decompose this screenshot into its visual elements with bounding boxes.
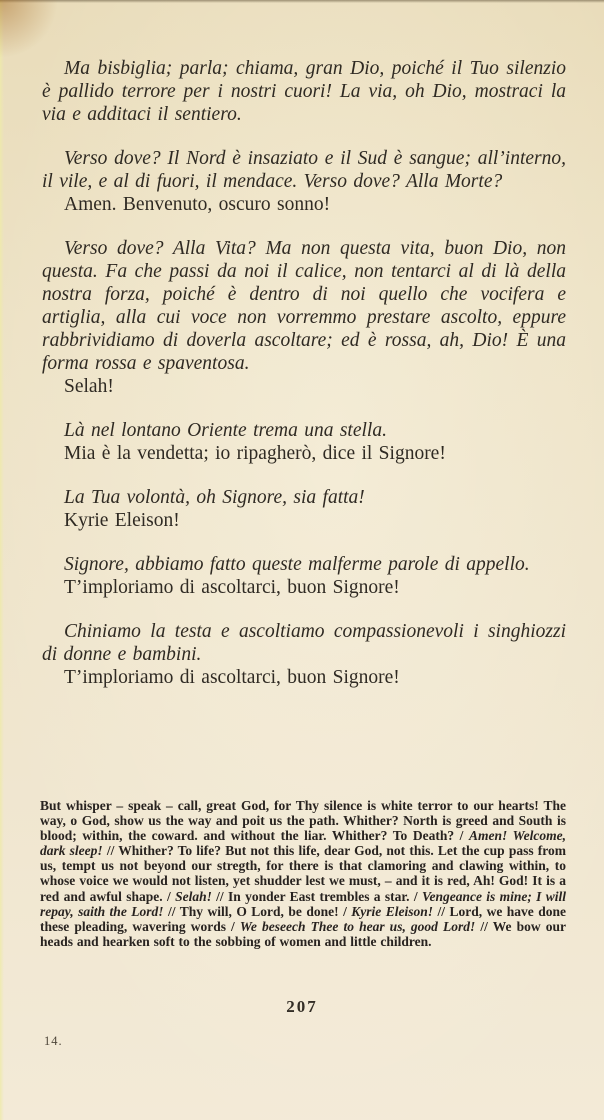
response-line: T’imploriamo di ascoltarci, buon Signore! (64, 577, 400, 598)
footnote-segment-emphasis: Selah! (175, 888, 212, 904)
footnote-segment: // Whither? To life? But not this life, dear God, not this. Let the cup pass from us, tempt us not beyond our stregth, for there is that clamoring and clawing within, to whose voice we would not listen, yet shudder lest we must, – and it is red, Ah! God! It is a red and awful shape. / (40, 843, 566, 904)
page-body-text (42, 57, 566, 689)
prayer-paragraph: Signore, abbiamo fatto queste malferme parole di appello. (64, 554, 530, 575)
footnote-segment: But whisper – speak – call, great God, for Thy silence is white terror to our hearts! The way, o God, show us the way and poit us the path. Whither? North is greed and South is blood; within, the coward. and without the liar. Whither? To Death? / (40, 798, 566, 844)
prayer-paragraph: Ma bisbiglia; parla; chiama, gran Dio, poiché il Tuo silenzio è pallido terrore per i nostri cuori! La via, oh Dio, mostraci la via e additaci il sentiero. (42, 58, 566, 125)
page-number: 207 (286, 997, 318, 1016)
footnote-segment-emphasis: We beseech Thee to hear us, good Lord! (239, 918, 476, 934)
response-line: Kyrie Eleison! (64, 510, 180, 531)
prayer-paragraph: Verso dove? Alla Vita? Ma non questa vita, buon Dio, non questa. Fa che passi da noi il calice, non tentarci al di là della nostra forza, poiché è dentro di noi quello che vocifera e artiglia, alla cui voce non vorremmo prestare ascolto, eppure rabbrividiamo di doverla ascoltare; ed è rossa, ah, Dio! È una forma rossa e spaventosa. (42, 238, 566, 374)
prayer-paragraph: La Tua volontà, oh Signore, sia fatta! (64, 487, 365, 508)
footnote-segment: // We bow our heads and hearken soft to the sobbing of women and little children. (40, 918, 566, 949)
response-line: T’imploriamo di ascoltarci, buon Signore! (64, 667, 400, 688)
footnote-translation (40, 798, 566, 949)
footnote-segment-emphasis: Vengeance is mine; I will repay, saith the Lord! (40, 888, 567, 919)
prayer-paragraph: Chiniamo la testa e ascoltiamo compassionevoli i singhiozzi di donne e bambini. (42, 621, 566, 665)
response-line: Amen. Benvenuto, oscuro sonno! (64, 194, 331, 215)
footnote-segment-emphasis: Amen! Welcome, dark sleep! (40, 828, 566, 859)
signature-mark: 14. (44, 1034, 63, 1048)
prayer-paragraph: Là nel lontano Oriente trema una stella. (64, 420, 387, 441)
prayer-paragraph: Verso dove? Il Nord è insaziato e il Sud è sangue; all’interno, il vile, e al di fuori, il mendace. Verso dove? Alla Morte? (42, 148, 566, 192)
response-line: Mia è la vendetta; io ripagherò, dice il Signore! (64, 443, 446, 464)
footnote-segment-emphasis: Kyrie Eleison! (351, 903, 434, 919)
footnote-segment: // Lord, we have done these pleading, wavering words / (40, 903, 567, 934)
footnote-segment: // In yonder East trembles a star. / (211, 888, 422, 904)
response-line: Selah! (64, 376, 114, 397)
footnote-segment: // Thy will, O Lord, be done! / (163, 903, 352, 919)
